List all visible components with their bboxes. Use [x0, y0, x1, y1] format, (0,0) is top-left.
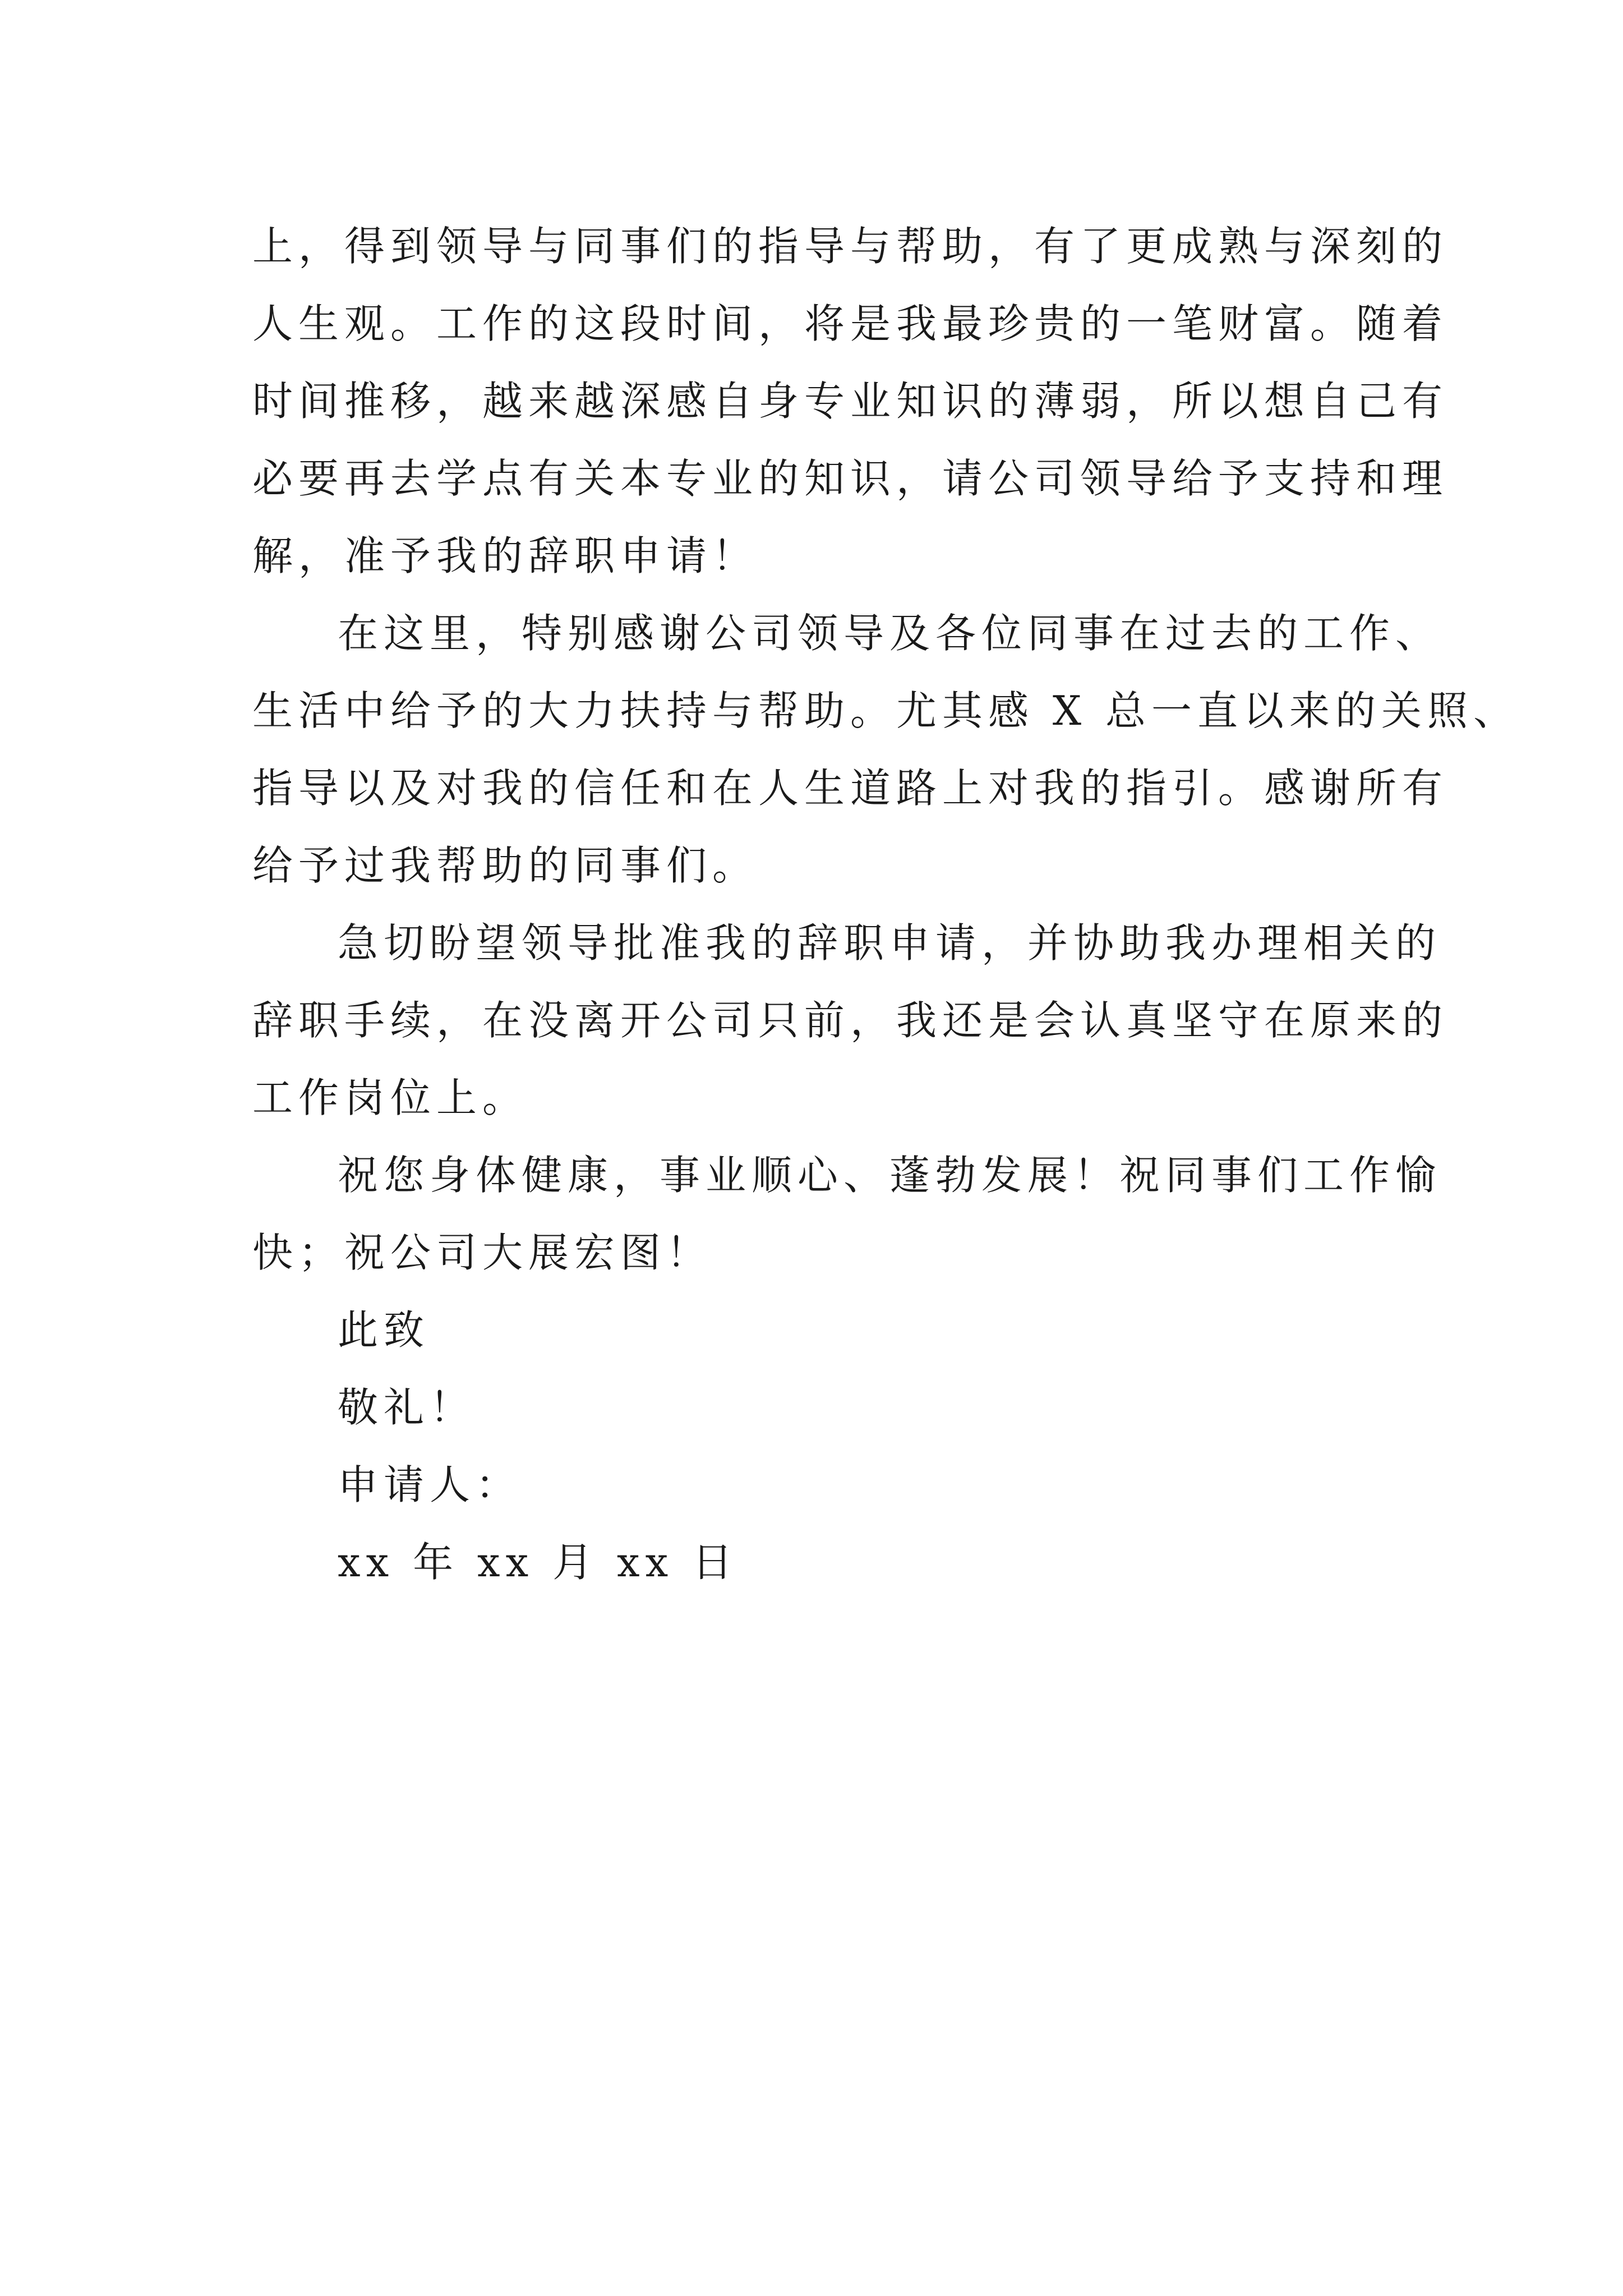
body-line: 快；祝公司大展宏图！: [252, 1229, 713, 1276]
body-line: 指导以及对我的信任和在人生道路上对我的指引。感谢所有: [252, 765, 1449, 812]
letter-body: [252, 208, 1520, 1601]
paragraph-start-line: 祝您身体健康，事业顺心、蓬勃发展！祝同事们工作愉: [338, 1152, 1442, 1199]
body-line: 时间推移，越来越深感自身专业知识的薄弱，所以想自己有: [252, 378, 1449, 425]
body-line: 上，得到领导与同事们的指导与帮助，有了更成熟与深刻的: [252, 223, 1449, 270]
salutation-line: 敬礼！: [338, 1384, 476, 1431]
applicant-line: 申请人：: [338, 1461, 522, 1508]
body-line: 必要再去学点有关本专业的知识，请公司领导给予支持和理: [252, 455, 1449, 502]
body-line: 给予过我帮助的同事们。: [252, 842, 759, 889]
body-line: 生活中给予的大力扶持与帮助。尤其感 X 总一直以来的关照、: [252, 687, 1520, 734]
paragraph-start-line: 急切盼望领导批准我的辞职申请，并协助我办理相关的: [338, 919, 1442, 967]
body-line: 解，准予我的辞职申请！: [252, 532, 759, 579]
body-line: 辞职手续，在没离开公司只前，我还是会认真坚守在原来的: [252, 997, 1449, 1044]
body-line: 人生观。工作的这段时间，将是我最珍贵的一笔财富。随着: [252, 300, 1449, 347]
closing-line: 此致: [338, 1306, 430, 1354]
paragraph-start-line: 在这里，特别感谢公司领导及各位同事在过去的工作、: [338, 610, 1442, 657]
body-line: 工作岗位上。: [252, 1074, 529, 1121]
date-line: xx 年 xx 月 xx 日: [338, 1539, 739, 1586]
